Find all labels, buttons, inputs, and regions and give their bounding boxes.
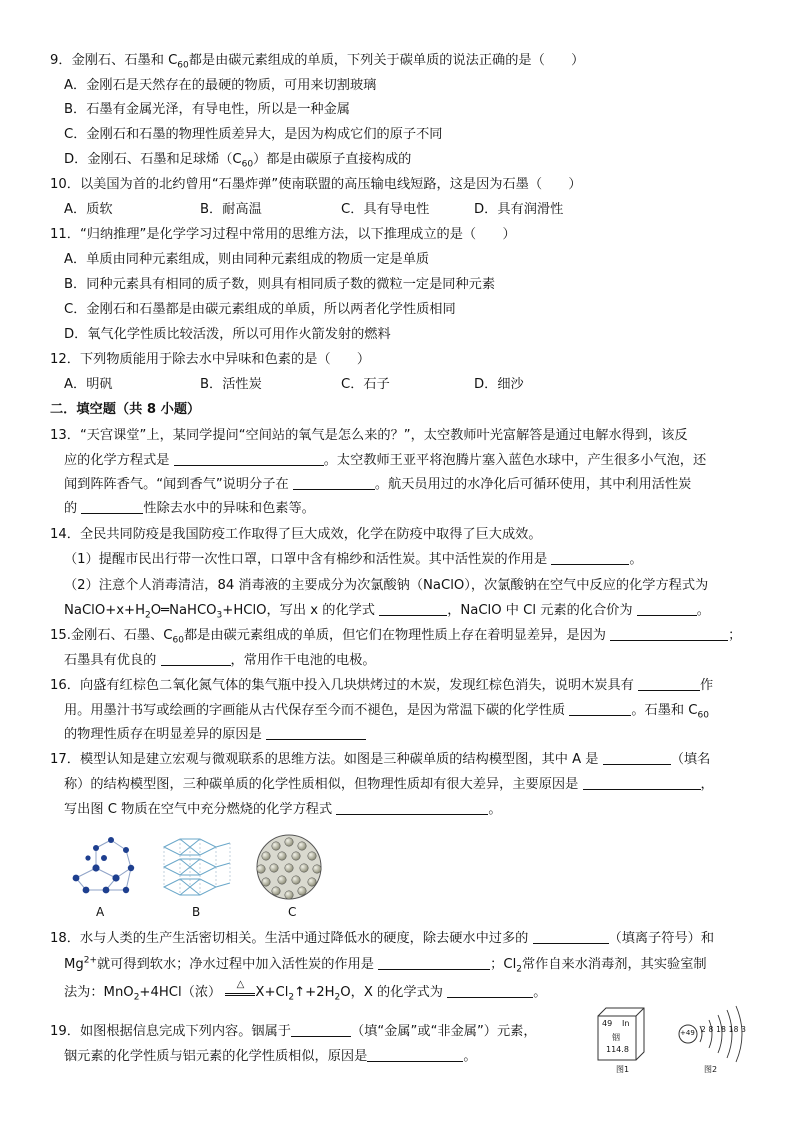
- nucleus-charge: +49: [680, 1029, 695, 1037]
- figure-b-caption: B: [192, 905, 201, 919]
- q18-line-3: [64, 979, 547, 1003]
- q14-sub-1: 2: [145, 610, 151, 621]
- q17-blank-3[interactable]: [336, 802, 488, 815]
- atomic-mass: 114.8: [606, 1045, 629, 1054]
- q16-text-4: 。石墨和 C: [631, 703, 698, 718]
- q18-sub-1: 2: [516, 964, 522, 975]
- q19-text-3: 铟元素的化学性质与铝元素的化学性质相似，原因是: [64, 1049, 368, 1064]
- q11-stem: 11．“归纳推理”是化学学习过程中常用的思维方法，以下推理成立的是（ ）: [50, 227, 516, 242]
- q16-text-5: 的物理性质存在明显差异的原因是: [64, 727, 262, 742]
- q19-text-2: （填“金属”或“非金属”）元素，: [350, 1024, 537, 1039]
- figure-2-caption: 图2: [704, 1065, 718, 1074]
- q17-text: 17．模型认知是建立宏观与微观联系的思维方法。如图是三种碳单质的结构模型图，其中 A 是: [50, 752, 599, 767]
- q14-text-3: NaClO+x+H: [64, 603, 146, 618]
- q17-blank-1[interactable]: [603, 752, 671, 765]
- q13-text: 应的化学方程式是: [64, 453, 170, 468]
- element-tile-figure: [596, 1006, 646, 1062]
- q10-option-a: A．质软: [64, 202, 113, 217]
- q19-text-4: 。: [463, 1049, 477, 1064]
- q9-option-d: [64, 152, 411, 168]
- q9-option-d-sub: 60: [241, 159, 254, 170]
- q13-blank-3[interactable]: [81, 501, 143, 514]
- q17-text-4: ，: [700, 777, 714, 792]
- q18-text-3: Mg: [64, 957, 84, 972]
- q16-blank-2[interactable]: [569, 703, 631, 716]
- q18-blank-3[interactable]: [447, 985, 533, 998]
- diamond-structure-figure: [66, 828, 146, 902]
- q9-stem-text: 9．金刚石、石墨和 C: [50, 53, 178, 68]
- heat-condition: [225, 979, 255, 996]
- q17-text-3: 称）的结构模型图，三种碳单质的化学性质相似，但物理性质却有很大差异，主要原因是: [64, 777, 579, 792]
- q10-option-c: C．具有导电性: [341, 202, 430, 217]
- q17-text-2: （填名: [670, 752, 711, 767]
- q9-stem-text-2: 都是由碳元素组成的单质，下列关于碳单质的说法正确的是（ ）: [188, 53, 585, 68]
- q18-text-10: ↑+2H: [294, 985, 335, 1000]
- q13-text-3: 闻到阵阵香气。“闻到香气”说明分子在: [64, 477, 289, 492]
- q12-stem: 12．下列物质能用于除去水中异味和色素的是（ ）: [50, 352, 371, 367]
- q12-option-d: D．细沙: [474, 377, 524, 392]
- q15-sub: 60: [172, 635, 184, 646]
- q18-text-7: 法为：MnO: [64, 985, 134, 1000]
- q14-text: （1）提醒市民出行带一次性口罩，口罩中含有棉纱和活性炭。其中活性炭的作用是: [64, 552, 548, 567]
- q16-text-2: 作: [700, 678, 714, 693]
- q17-blank-2[interactable]: [583, 777, 701, 790]
- q15-blank-1[interactable]: [610, 628, 728, 641]
- q13-line-3: [64, 477, 691, 493]
- q14-line-1: 14．全民共同防疫是我国防疫工作取得了巨大成效，化学在防疫中取得了巨大成效。: [50, 527, 542, 542]
- q9-stem-sub: 60: [177, 60, 189, 71]
- q9-option-c: C．金刚石和石墨的物理性质差异大，是因为构成它们的原子不同: [64, 127, 443, 142]
- figure-1-caption: 图1: [616, 1065, 630, 1074]
- q14-text-2: 。: [629, 552, 643, 567]
- section-heading: 二．填空题（共 8 小题）: [50, 402, 201, 417]
- q12-option-b: B．活性炭: [200, 377, 262, 392]
- q14-sub-2: 3: [216, 610, 223, 621]
- q14-line-2: [64, 552, 643, 568]
- q13-blank-1[interactable]: [174, 453, 324, 466]
- q15-text-5: ，常用作干电池的电极。: [230, 653, 376, 668]
- q17-line-1: [50, 752, 710, 768]
- q18-text-2: （填离子符号）和: [608, 931, 715, 946]
- q13-line-1: 13．“天宫课堂”上，某同学提问“空间站的氧气是怎么来的？”，太空教师叶光富解答是通过电解水得到，该反: [50, 428, 688, 443]
- q15-blank-2[interactable]: [161, 653, 231, 666]
- q14-blank-2[interactable]: [379, 603, 447, 616]
- q14-blank-1[interactable]: [551, 552, 629, 565]
- q16-blank-1[interactable]: [638, 678, 700, 691]
- q15-text: 15.金刚石、石墨、C: [50, 628, 173, 643]
- q13-text-4: 。航天员用过的水净化后可循环使用，其中利用活性炭: [374, 477, 692, 492]
- q10-stem: 10．以美国为首的北约曾用“石墨炸弹”使南联盟的高压输电线短路，这是因为石墨（ ）: [50, 177, 582, 192]
- q11-option-d: D．氧气化学性质比较活泼，所以可用作火箭发射的燃料: [64, 327, 391, 342]
- q9-option-d-text-2: ）都是由碳原子直接构成的: [253, 152, 412, 167]
- c60-structure-figure: [252, 832, 326, 902]
- q15-line-2: [64, 653, 376, 669]
- q19-line-2: [64, 1049, 477, 1065]
- figure-c-caption: C: [288, 905, 297, 919]
- q18-text-5: ；Cl: [490, 957, 517, 972]
- q15-line-1: [50, 628, 741, 644]
- q14-text-7: 。: [696, 603, 710, 618]
- q18-blank-2[interactable]: [378, 957, 490, 970]
- q18-text: 18．水与人类的生产生活密切相关。生活中通过降低水的硬度，除去硬水中过多的: [50, 931, 529, 946]
- q13-blank-2[interactable]: [293, 477, 375, 490]
- q19-blank-1[interactable]: [291, 1024, 351, 1037]
- q10-option-d: D．具有润滑性: [474, 202, 564, 217]
- q18-sub-3: 2: [288, 992, 295, 1003]
- q17-line-2: [64, 777, 714, 793]
- q16-sub: 60: [697, 710, 709, 721]
- q9-option-d-text: D．金刚石、石墨和足球烯（C: [64, 152, 242, 167]
- q15-text-4: 石墨具有优良的: [64, 653, 157, 668]
- q13-line-4: [64, 501, 315, 517]
- q18-text-12: 。: [533, 985, 547, 1000]
- q15-text-3: ；: [728, 628, 742, 643]
- q12-option-a: A．明矾: [64, 377, 113, 392]
- q17-text-5: 写出图 C 物质在空气中充分燃烧的化学方程式: [64, 802, 333, 817]
- graphite-structure-figure: [160, 833, 234, 899]
- q14-text-6: ，NaClO 中 Cl 元素的化合价为: [447, 603, 633, 618]
- q19-blank-2[interactable]: [367, 1049, 463, 1062]
- q14-text-5: +HClO，写出 x 的化学式: [222, 603, 375, 618]
- q12-option-c: C．石子: [341, 377, 390, 392]
- atomic-number: 49: [602, 1019, 613, 1028]
- q18-sub-4: 2: [334, 992, 341, 1003]
- q13-line-2: [64, 453, 706, 469]
- q9-stem: [50, 53, 584, 69]
- element-name: 铟: [612, 1033, 620, 1042]
- q16-text: 16．向盛有红棕色二氧化氮气体的集气瓶中投入几块烘烤过的木炭，发现红棕色消失，说明木炭具有: [50, 678, 634, 693]
- heat-triangle-icon: △: [236, 979, 245, 990]
- q19-line-1: [50, 1024, 537, 1040]
- q16-line-2: [64, 703, 709, 719]
- q18-blank-1[interactable]: [533, 931, 609, 944]
- q9-option-a: A．金刚石是天然存在的最硬的物质，可用来切割玻璃: [64, 78, 377, 93]
- q15-text-2: 都是由碳元素组成的单质，但它们在物理性质上存在着明显差异，是因为: [183, 628, 606, 643]
- q13-text-6: 性除去水中的异味和色素等。: [143, 501, 315, 516]
- q18-text-6: 常作自来水消毒剂，其实验室制: [521, 957, 707, 972]
- q18-line-1: [50, 931, 714, 947]
- q19-text: 19．如图根据信息完成下列内容。铟属于: [50, 1024, 291, 1039]
- q11-option-b: B．同种元素具有相同的质子数，则具有相同质子数的微粒一定是同种元素: [64, 277, 496, 292]
- q17-line-3: [64, 802, 502, 818]
- q18-text-11: O，X 的化学式为: [340, 985, 443, 1000]
- q17-text-6: 。: [488, 802, 502, 817]
- q14-line-4: [64, 603, 710, 619]
- q14-line-3: （2）注意个人消毒清洁，84 消毒液的主要成分为次氯酸钠（NaClO），次氯酸钠在空气中反应的化学方程式为: [64, 578, 709, 593]
- q18-line-2: [64, 957, 707, 973]
- q14-blank-3[interactable]: [637, 603, 697, 616]
- q18-text-8: +4HCl（浓）: [139, 985, 222, 1000]
- q16-line-3: [64, 727, 366, 743]
- q14-text-4: O═NaHCO: [150, 603, 217, 618]
- q18-sup: 2+: [83, 955, 98, 966]
- q13-text-2: 。太空教师王亚平将泡腾片塞入蓝色水球中，产生很多小气泡，还: [323, 453, 707, 468]
- figure-a-caption: A: [96, 905, 105, 919]
- q11-option-a: A．单质由同种元素组成，则由同种元素组成的物质一定是单质: [64, 252, 430, 267]
- q18-sub-2: 2: [133, 992, 140, 1003]
- q16-text-3: 用。用墨汁书写或绘画的字画能从古代保存至今而不褪色，是因为常温下碳的化学性质: [64, 703, 566, 718]
- q11-option-c: C．金刚石和石墨都是由碳元素组成的单质，所以两者化学性质相同: [64, 302, 456, 317]
- q10-option-b: B．耐高温: [200, 202, 262, 217]
- q18-text-9: X+Cl: [255, 985, 289, 1000]
- q9-option-b: B．石墨有金属光泽，有导电性，所以是一种金属: [64, 102, 350, 117]
- q16-blank-3[interactable]: [266, 727, 366, 740]
- q18-text-4: 就可得到软水；净水过程中加入活性炭的作用是: [97, 957, 374, 972]
- electron-shells: 2 8 18 18 3: [701, 1025, 747, 1034]
- element-symbol: In: [622, 1019, 630, 1028]
- q13-text-5: 的: [64, 501, 78, 516]
- q16-line-1: [50, 678, 713, 694]
